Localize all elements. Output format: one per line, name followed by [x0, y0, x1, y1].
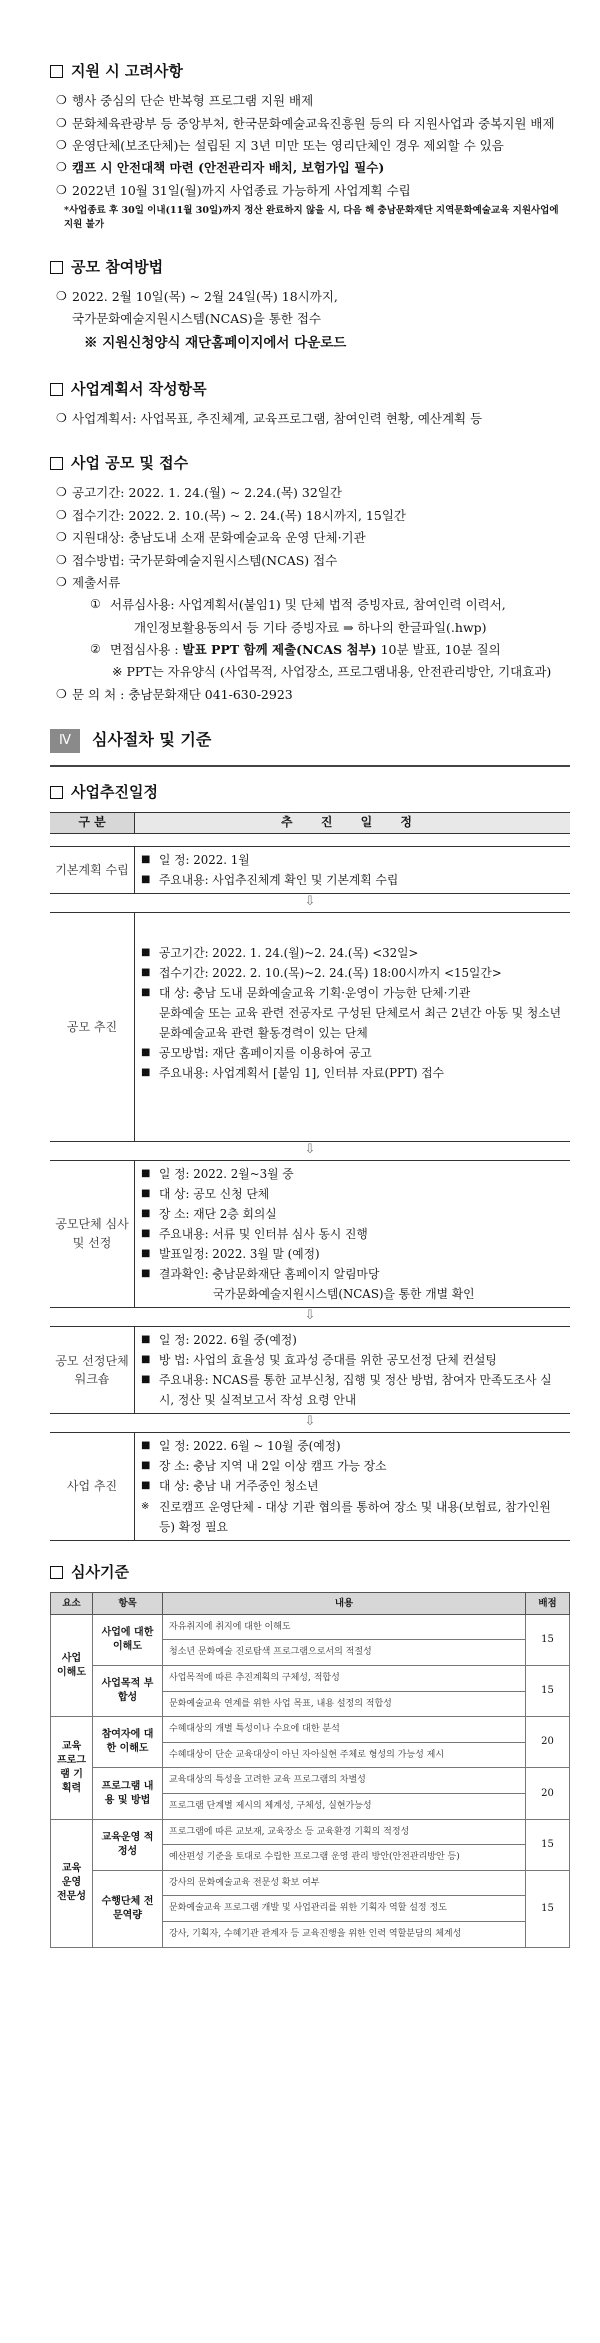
- table-row: 청소년 문화예술 진로탐색 프로그램으로서의 적절성: [51, 1640, 570, 1666]
- table-row: 사업목적 부합성 사업목적에 따른 추진계획의 구체성, 적합성 15: [51, 1666, 570, 1692]
- chapter-title: 심사절차 및 기준: [92, 730, 212, 750]
- table-row: 문화예술교육 연계를 위한 사업 목표, 내용 설정의 적합성: [51, 1691, 570, 1717]
- considerations-section: [50, 60, 570, 232]
- list-item: ❍ 접수기간: 2022. 2. 10.(목) ~ 2. 24.(목) 18시까지, 15일간: [56, 507, 406, 523]
- schedule-stage: 공모단체 심사 및 선정 ■ 일 정: 2022. 2월~3월 중 ■ 대 상: 공모 신청 단체 ■ 장 소: 재단 2층 회의실 ■ 주요내용: 서류 및 인터뷰 심사 동시 진행 ■ 발표일정: 2022. 3월 말 (예정) ■ 결과확인: 충남문화재단 홈페이지 알림마당 국가문화예술지원시스템(NCAS)을 통한 개별 확인: [50, 1160, 570, 1308]
- square-bullet-icon: [50, 457, 63, 470]
- list-item: ❍ 행사 중심의 단순 반복형 프로그램 지원 배제: [56, 93, 314, 109]
- schedule-stage: 기본계획 수립 ■ 일 정: 2022. 1월 ■ 주요내용: 사업추진체계 확인 및 기본계획 수립: [50, 846, 570, 894]
- section-heading: 지원 시 고려사항: [50, 60, 570, 83]
- list-item: ❍ 사업계획서: 사업목표, 추진체계, 교육프로그램, 참여인력 현황, 예산계획 등: [56, 410, 483, 426]
- list-item: 국가문화예술지원시스템(NCAS)을 통한 접수: [72, 311, 321, 327]
- table-row: 문화예술교육 프로그램 개발 및 사업관리를 위한 기획자 역할 설정 정도: [51, 1896, 570, 1922]
- table-row: 수행단체 전문역량 강사의 문화예술교육 전문성 확보 여부 15: [51, 1870, 570, 1896]
- schedule-stage: 사업 추진 ■ 일 정: 2022. 6월 ~ 10월 중(예정) ■ 장 소: 충남 지역 내 2일 이상 캠프 가능 장소 ■ 대 상: 충남 내 거주중인 청소년 ※ 진로캠프 운영단체 - 대상 기관 협의를 통하여 장소 및 내용(보험료, 참가인원 등) 확정 필요: [50, 1432, 570, 1540]
- table-row: 예산편성 기준을 토대로 수립한 프로그램 운영 관리 방안(안전관리방안 등): [51, 1845, 570, 1871]
- list-item: ❍ 공고기간: 2022. 1. 24.(월) ~ 2.24.(목) 32일간: [56, 485, 342, 501]
- criteria-section: [50, 1561, 570, 1948]
- divider: [50, 765, 570, 767]
- table-row: 교육 운영 전문성 교육운영 적정성 프로그램에 따른 교보재, 교육장소 등 교육환경 기획의 적정성 15: [51, 1819, 570, 1845]
- footnote: *사업종료 후 30일 이내(11월 30일)까지 정산 완료하지 않을 시, 다음 해 충남문화재단 지역문화예술교육 지원사업에 지원 불가: [64, 205, 559, 230]
- chapter-heading: [50, 728, 570, 753]
- list-item: ❍ 문 의 처 : 충남문화재단 041-630-2923: [56, 686, 293, 702]
- list-item: ❍ 2022년 10월 31일(월)까지 사업종료 가능하게 사업계획 수립: [56, 182, 411, 198]
- square-bullet-icon: [50, 383, 63, 396]
- arrow-down-icon: ⇩: [304, 1141, 316, 1157]
- participation-section: [50, 256, 570, 354]
- table-row: 사업 이해도 사업에 대한 이해도 자유취지에 취지에 대한 이해도 15: [51, 1614, 570, 1640]
- table-row: 강사, 기획자, 수혜기관 관계자 등 교육진행을 위한 인력 역할분담의 체계성: [51, 1921, 570, 1947]
- plan-items-section: [50, 378, 570, 429]
- schedule-stage: 공모 추진 ■ 공고기간: 2022. 1. 24.(월)~2. 24.(목) <32일> ■ 접수기간: 2022. 2. 10.(목)~2. 24.(목) 18:00시까지 <15일간> ■ 대 상: 충남 도내 문화예술교육 기획·운영이 가능한 단체·기관 문화예술 또는 교육 관련 전공자로 구성된 단체로서 최근 2년간 아동 및 청소년 문화예술교육 관련 활동경력이 있는 단체 ■ 공모방법: 재단 홈페이지를 이용하여 공고 ■ 주요내용: 사업계획서 [붙임 1], 인터뷰 자료(PPT) 접수: [50, 912, 570, 1142]
- section-heading: 공모 참여방법: [50, 256, 570, 279]
- table-row: 교육 프로그램 기획력 참여자에 대한 이해도 수혜대상의 개별 특성이나 수요에 대한 분석 20: [51, 1717, 570, 1743]
- schedule-section: [50, 781, 570, 1541]
- sub-item-continued: 개인정보활용동의서 등 기타 증빙자료 ⇒ 하나의 한글파일(.hwp): [134, 619, 487, 635]
- section-heading: 사업계획서 작성항목: [50, 378, 570, 401]
- arrow-down-icon: ⇩: [304, 893, 316, 909]
- schedule-header: 구 분 추 진 일 정: [50, 812, 570, 834]
- list-item: ❍ 운영단체(보조단체)는 설립된 지 3년 미만 또는 영리단체인 경우 제외할 수 있음: [56, 138, 504, 153]
- list-item: ❍ 접수방법: 국가문화예술지원시스템(NCAS) 접수: [56, 552, 338, 568]
- square-bullet-icon: [50, 786, 63, 799]
- square-bullet-icon: [50, 261, 63, 274]
- table-row: 프로그램 단계별 제시의 체계성, 구체성, 실현가능성: [51, 1794, 570, 1820]
- section-heading: 심사기준: [50, 1561, 570, 1584]
- schedule-stage: 공모 선정단체 워크숍 ■ 일 정: 2022. 6월 중(예정) ■ 방 법: 사업의 효율성 및 효과성 증대를 위한 공모선정 단체 컨설팅 ■ 주요내용: NCAS를 통한 교부신청, 집행 및 정산 방법, 참여자 만족도조사 실시, 정산 및 실적보고서 작성 요령 안내: [50, 1326, 570, 1414]
- criteria-table: 요소 항목 내용 배점 사업 이해도 사업에 대한 이해도 자유취지에 취지에 대한 이해도 15 청소년 문화예술 진로탐색 프로그램으로서의 적절성 사업목적 부합성 사업목적에 따른 추진계획의 구체성, 적합성 15 문화예술교육 연계를 위한 사업 목표, 내용 설정의 적합성 교육 프로그램 기획력 참여자에 대한 이해도 수혜대상의 개별 특성이나 수요에 대한 분석 20 수혜대상이 단순 교육대상이 아닌 자아실현 주체로 형성의 가능성 제시 프로그램 내용 및 방법 교육대상의 특성을 고려한 교육 프로그램의 차별성 20 프로그램 단계별 제시의 체계성, 구체성, 실현가능성 교육 운영 전문성 교육운영 적정성 프로그램에 따른 교보재, 교육장소 등 교육환경 기획의 적정성 15 예산편성 기준을 토대로 수립한 프로그램 운영 관리 방안(안전관리방안 등) 수행단체 전문역량 강사의 문화예술교육 전문성 확보 여부 15 문화예술교육 프로그램 개발 및 사업관리를 위한 기획자 역할 설정 정도 강사, 기획자, 수혜기관 관계자 등 교육진행을 위한 인력 역할분담의 체계성: [50, 1592, 570, 1948]
- chapter-number: Ⅳ: [50, 729, 80, 753]
- sub-item: ① 서류심사용: 사업계획서(붙임1) 및 단체 법적 증빙자료, 참여인력 이력서,: [90, 597, 506, 613]
- section-heading: 사업 공모 및 접수: [50, 452, 570, 475]
- list-item: ❍ 캠프 시 안전대책 마련 (안전관리자 배치, 보험가입 필수): [56, 160, 385, 176]
- list-item: ❍ 지원대상: 충남도내 소재 문화예술교육 운영 단체·기관: [56, 530, 366, 546]
- sub-item: ② 면접심사용 : 발표 PPT 함께 제출(NCAS 첨부) 10분 발표, 10분 질의: [90, 642, 501, 658]
- list-item: ❍ 제출서류: [56, 574, 121, 590]
- square-bullet-icon: [50, 65, 63, 78]
- list-item: ❍ 문화체육관광부 등 중앙부처, 한국문화예술교육진흥원 등의 타 지원사업과 중복지원 배제: [56, 115, 555, 131]
- section-heading: 사업추진일정: [50, 781, 570, 804]
- arrow-down-icon: ⇩: [304, 1414, 316, 1430]
- recruit-section: [50, 452, 570, 704]
- arrow-down-icon: ⇩: [304, 1308, 316, 1324]
- square-bullet-icon: [50, 1566, 63, 1579]
- download-note: ※ 지원신청양식 재단홈페이지에서 다운로드: [84, 334, 347, 351]
- list-item: ❍ 2022. 2월 10일(목) ~ 2월 24일(목) 18시까지,: [56, 288, 338, 304]
- table-row: 수혜대상이 단순 교육대상이 아닌 자아실현 주체로 형성의 가능성 제시: [51, 1742, 570, 1768]
- ppt-note: ※ PPT는 자유양식 (사업목적, 사업장소, 프로그램내용, 안전관리방안, 기대효과): [112, 664, 552, 680]
- table-row: 프로그램 내용 및 방법 교육대상의 특성을 고려한 교육 프로그램의 차별성 20: [51, 1768, 570, 1794]
